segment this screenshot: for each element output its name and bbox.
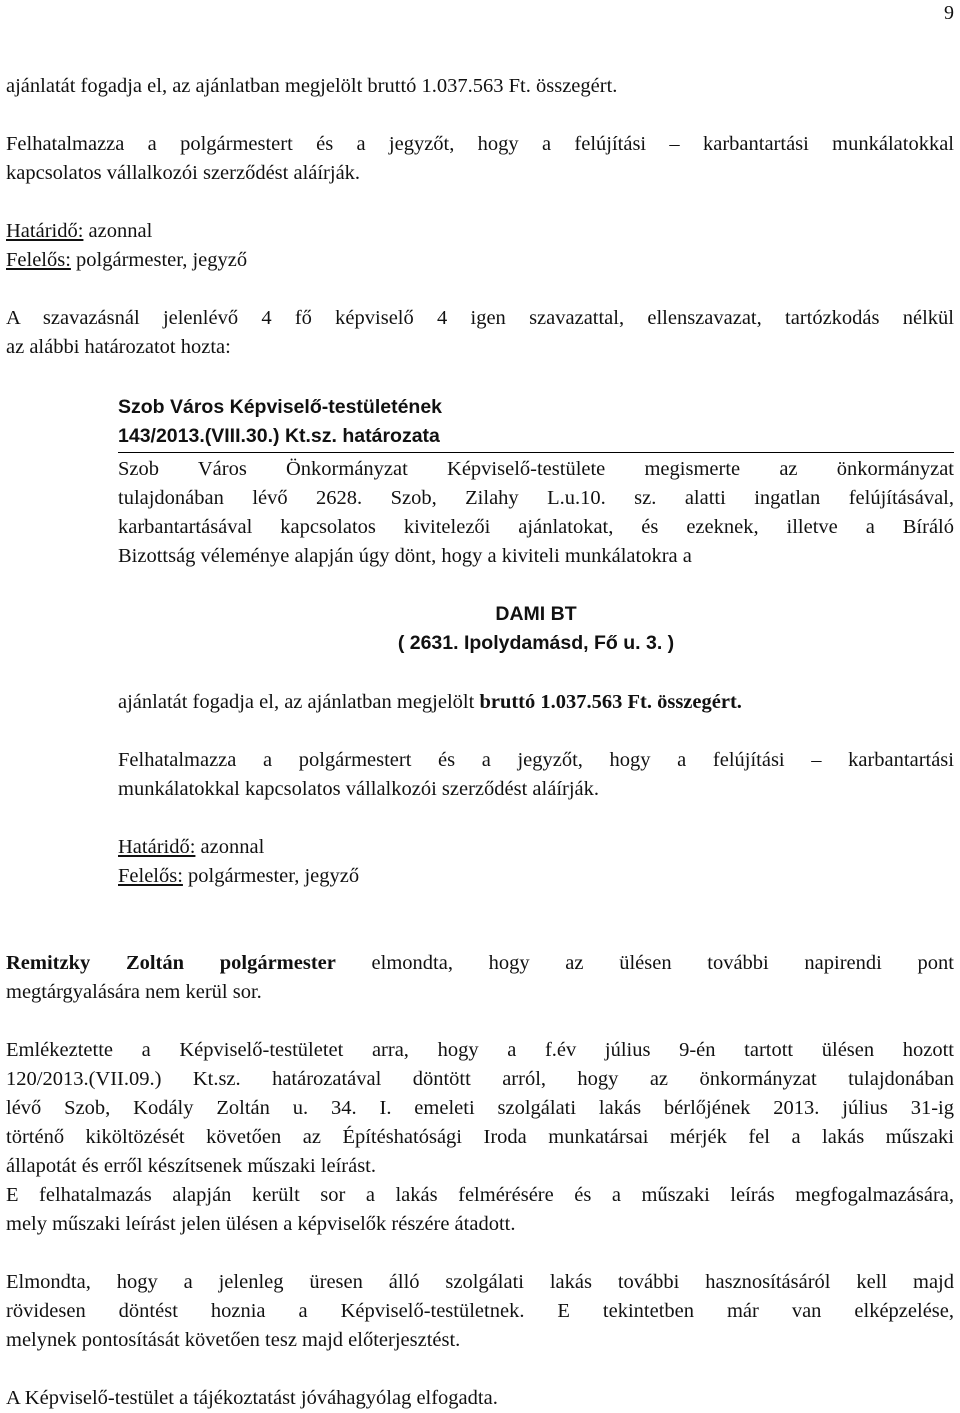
- reminder-line-1: Emlékeztette a Képviselő-testületet arra, hogy a f.év július 9-én tartott ülésen hozott: [6, 1039, 954, 1061]
- reminder-line-2: 120/2013.(VII.09.) Kt.sz. határozatával döntött arról, hogy az önkormányzat tulajdonában: [6, 1068, 954, 1090]
- future-use-line-2: rövidesen döntést hoznia a Képviselő-testületnek. E tekintetben már van elképzelése,: [6, 1300, 954, 1322]
- mayor-statement-line-1: [6, 949, 954, 978]
- mayor-statement-text: elmondta, hogy az ülésen további napirendi pont: [371, 952, 954, 974]
- resolution-authorization-line-1: Felhatalmazza a polgármestert és a jegyzőt, hogy a felújítási – karbantartási: [118, 749, 954, 771]
- paragraph-authorization-line-1: Felhatalmazza a polgármestert és a jegyzőt, hogy a felújítási – karbantartási munkálatokkal: [6, 133, 954, 155]
- resolution-deadline-label: Határidő:: [118, 836, 196, 858]
- responsible-line: [6, 246, 247, 275]
- page-number: 9: [944, 2, 954, 24]
- deadline-value: azonnal: [88, 220, 153, 242]
- authorization-survey-line-2: mely műszaki leírást jelen ülésen a képviselők részére átadott.: [6, 1213, 516, 1235]
- reminder-line-4: történő kiköltözését követően az Építéshatósági Iroda munkatársai mérjék fel a lakás műszaki: [6, 1126, 954, 1148]
- company-name: DAMI BT: [495, 603, 577, 625]
- resolution-offer-text: ajánlatát fogadja el, az ajánlatban megjelölt: [118, 691, 475, 713]
- mayor-name: Remitzky Zoltán polgármester: [6, 952, 336, 974]
- resolution-text-line-2: tulajdonában lévő 2628. Szob, Zilahy L.u.10. sz. alatti ingatlan felújításával,: [118, 487, 954, 509]
- resolution-text-line-4: Bizottság véleménye alapján úgy dönt, hogy a kiviteli munkálatokra a: [118, 545, 692, 567]
- resolution-title-1: Szob Város Képviselő-testületének: [118, 396, 443, 418]
- paragraph-authorization-line-2: kapcsolatos vállalkozói szerződést aláírják.: [6, 162, 361, 184]
- resolution-responsible-line: [118, 862, 359, 891]
- resolution-offer-amount: bruttó 1.037.563 Ft. összegért.: [479, 691, 742, 713]
- resolution-offer-line: [118, 688, 742, 717]
- responsible-value: polgármester, jegyző: [76, 249, 248, 271]
- reminder-line-5: állapotát és erről készítsenek műszaki leírást.: [6, 1155, 377, 1177]
- vote-text-line-2: az alábbi határozatot hozta:: [6, 336, 231, 358]
- resolution-deadline-value: azonnal: [200, 836, 265, 858]
- paragraph-offer: ajánlatát fogadja el, az ajánlatban megjelölt bruttó 1.037.563 Ft. összegért.: [6, 75, 618, 97]
- closing-statement: A Képviselő-testület a tájékoztatást jóváhagyólag elfogadta.: [6, 1387, 498, 1409]
- future-use-line-3: melynek pontosítását követően tesz majd előterjesztést.: [6, 1329, 461, 1351]
- resolution-text-line-1: Szob Város Önkormányzat Képviselő-testülete megismerte az önkormányzat: [118, 458, 954, 480]
- deadline-label: Határidő:: [6, 220, 84, 242]
- resolution-authorization-line-2: munkálatokkal kapcsolatos vállalkozói szerződést aláírják.: [118, 778, 600, 800]
- future-use-line-1: Elmondta, hogy a jelenleg üresen álló szolgálati lakás további hasznosításáról kell majd: [6, 1271, 954, 1293]
- responsible-label: Felelős:: [6, 249, 71, 271]
- mayor-statement-line-2: megtárgyalására nem kerül sor.: [6, 981, 262, 1003]
- resolution-divider: [118, 452, 954, 453]
- resolution-deadline-line: [118, 833, 264, 862]
- company-address: ( 2631. Ipolydamásd, Fő u. 3. ): [397, 632, 675, 654]
- resolution-responsible-value: polgármester, jegyző: [188, 865, 360, 887]
- vote-text-line-1: A szavazásnál jelenlévő 4 fő képviselő 4 igen szavazattal, ellenszavazat, tartózkodás nélkül: [6, 307, 954, 329]
- resolution-title-2: 143/2013.(VIII.30.) Kt.sz. határozata: [118, 425, 440, 447]
- resolution-responsible-label: Felelős:: [118, 865, 183, 887]
- deadline-line: [6, 217, 152, 246]
- resolution-text-line-3: karbantartásával kapcsolatos kivitelezői ajánlatokat, és ezeknek, illetve a Bíráló: [118, 516, 954, 538]
- authorization-survey-line-1: E felhatalmazás alapján került sor a lakás felmérésére és a műszaki leírás megfogalmazására,: [6, 1184, 954, 1206]
- reminder-line-3: lévő Szob, Kodály Zoltán u. 34. I. emeleti szolgálati lakás bérlőjének 2013. július 31-ig: [6, 1097, 954, 1119]
